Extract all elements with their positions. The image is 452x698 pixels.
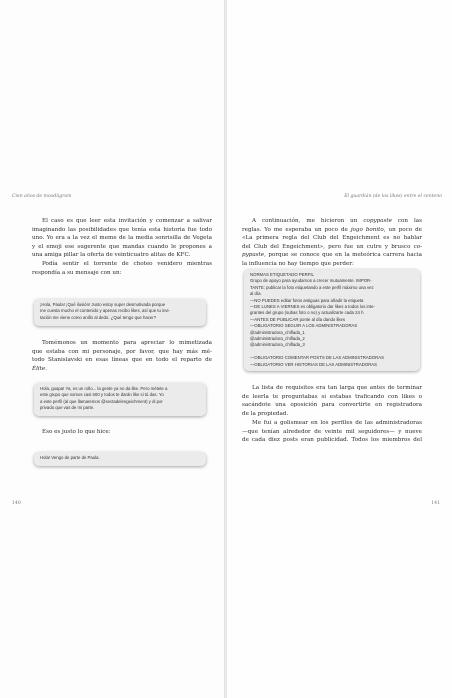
text-line: una amiga pillar la oferta de veinticuatro alitas de KFC. — [32, 252, 191, 259]
paragraph-3 — [32, 339, 212, 373]
rule-line: al día. — [250, 291, 262, 297]
page-number-right: 141 — [431, 501, 440, 506]
rule-line: @administradora_chiflada_3 — [250, 342, 305, 348]
italic-term: co- — [413, 243, 422, 250]
italic-term: copypaste — [363, 218, 392, 224]
rule-line: —DE LUNES A VIERNES es obligatorio dar likes a todos los inte- — [250, 304, 375, 310]
text-segment: del Club del Engeichment», pero fue un cutre y brusco — [242, 243, 414, 250]
text-segment: «La primera regla del Club del Engeichment es no hablar — [242, 235, 422, 242]
text-line — [242, 436, 422, 445]
italic-term: jogo bonito — [350, 226, 384, 233]
text-segment: reglas. Yo me esperaba un poco de — [242, 226, 351, 233]
text-line — [242, 260, 422, 269]
running-head-left: Cien años de moodiigram — [12, 194, 72, 199]
text-line — [242, 243, 422, 252]
text-line: Hola, guapa! Ya, es un rollo... la gente ya no da like. Pero métete a — [40, 386, 168, 391]
text-segment: , porque se conoce que en la meteórica carrera hacia — [264, 252, 422, 259]
text-line: Élite. — [32, 365, 47, 372]
text-segment: con las — [391, 218, 422, 224]
rule-line: —OBLIGATORIO COMENTAR POSTS DE LAS ADMINISTRADORAS — [250, 355, 384, 361]
right-page — [227, 0, 452, 698]
text-segment: de cada diez posts eran publicidad. Todos los miembros del — [242, 437, 422, 444]
paragraph-2 — [32, 260, 212, 277]
rules-message — [244, 269, 420, 371]
message-bubble-3 — [34, 452, 206, 466]
text-line: de la propiedad. — [242, 410, 289, 417]
text-line: y el emoji ese sugerente que mandas cuando le propones a — [32, 243, 212, 250]
paragraph-2 — [242, 384, 422, 418]
text-line: este grupo que somos casi 600 y todos te darán like si tú das. Yo — [40, 392, 164, 398]
paragraph-1 — [242, 217, 422, 269]
text-line — [242, 217, 422, 226]
text-line: El caso es que leer esta invitación y comenzar a salivar — [42, 218, 212, 224]
text-line: ¡Hola, Paula! ¡Qué ilusión! Justo estoy super desmotivada porque — [40, 302, 166, 307]
text-line: todo Stanislavski en esas líneas que en todo el reparto de — [32, 357, 212, 364]
rule-line: Grupo de apoyo para ayudarnos a crecer mutuamente. IMPOR- — [250, 278, 372, 284]
text-line: que estaba con mi personaje, por favor, que hay más mé- — [32, 348, 212, 355]
left-page — [0, 0, 224, 698]
message-text: Hola! Vengo de parte de Paula. — [40, 455, 100, 460]
text-line: Podía sentir el torrente de choteo venidero mientras respondía a su mensaje con un: — [32, 261, 212, 276]
text-line: de leerla te preguntabas si estabas traficando con likes o — [242, 393, 422, 400]
text-line: Me fui a golismear en los perfiles de las administradoras — [252, 420, 422, 426]
rule-line: grantes del grupo (subas foto o no) y actualizarte cada 24 h — [250, 310, 364, 316]
page-number-left: 140 — [12, 501, 21, 506]
rule-line: TANTE: publicar la foto etiquetando a este perfil máximo una vez — [250, 284, 374, 290]
text-segment: A continuación, me hicieron un — [252, 218, 364, 224]
text-line: privado que vas de mi parte. — [40, 405, 95, 411]
text-line: a este perfil (al que llamaremos @sectadelengeichment) y di por — [40, 398, 163, 404]
rule-line: @administradora_chiflada_1 — [250, 329, 305, 335]
paragraph-4: Eso es justo lo que hice: — [42, 429, 111, 435]
running-head-right: El guardián (de los likes) entre el centeno — [344, 194, 442, 199]
text-segment: , un poco de — [383, 226, 422, 233]
text-line: sacándote una oposición para convertirte en registradora — [242, 402, 422, 409]
text-line: tación me viene como anillo al dedo. ¿Qué tengo que hacer? — [40, 314, 157, 320]
text-line: La lista de requisitos era tan larga que antes de terminar — [252, 385, 422, 391]
message-bubble-2 — [34, 383, 206, 416]
rule-line: —NO PUEDES editar fotos antiguas para añadir la etiqueta — [250, 297, 364, 303]
text-line — [242, 226, 422, 235]
rule-line: —OBLIGATORIO SEGUIR A LOS ADMINISTRADORAS — [250, 323, 358, 329]
italic-term: pypaste — [242, 252, 265, 259]
rule-line: @administradora_chiflada_2 — [250, 336, 305, 342]
paragraph-1 — [32, 217, 212, 260]
text-line: me cuesta mucho el contenido y apenas recibo likes, así que tu invi- — [40, 308, 170, 314]
text-line: uno. Yo era a la vez el meme de la media sonrisilla de Vegeta — [32, 235, 212, 242]
rule-line: NORMAS ETIQUETADO PERFIL — [250, 272, 314, 277]
text-line — [242, 251, 422, 260]
paragraph-3 — [242, 419, 422, 445]
text-line: —que tenían alrededor de veinte mil seguidores— y nueve — [242, 428, 422, 435]
rule-line: —ANTES DE PUBLICAR ponte al día dando likes — [250, 316, 346, 322]
text-line: Tomémonos un momento para apreciar lo mimetizada — [42, 340, 212, 346]
text-line — [242, 234, 422, 243]
rule-line: —OBLIGATORIO VER HISTORIAS DE LAS ADMINISTRADORAS — [250, 361, 378, 367]
text-segment: la influencia no hay tiempo que perder: — [242, 260, 354, 267]
message-bubble-1 — [34, 299, 206, 326]
text-line: imaginando las posibilidades que tenía esta historia fue todo — [32, 226, 212, 233]
